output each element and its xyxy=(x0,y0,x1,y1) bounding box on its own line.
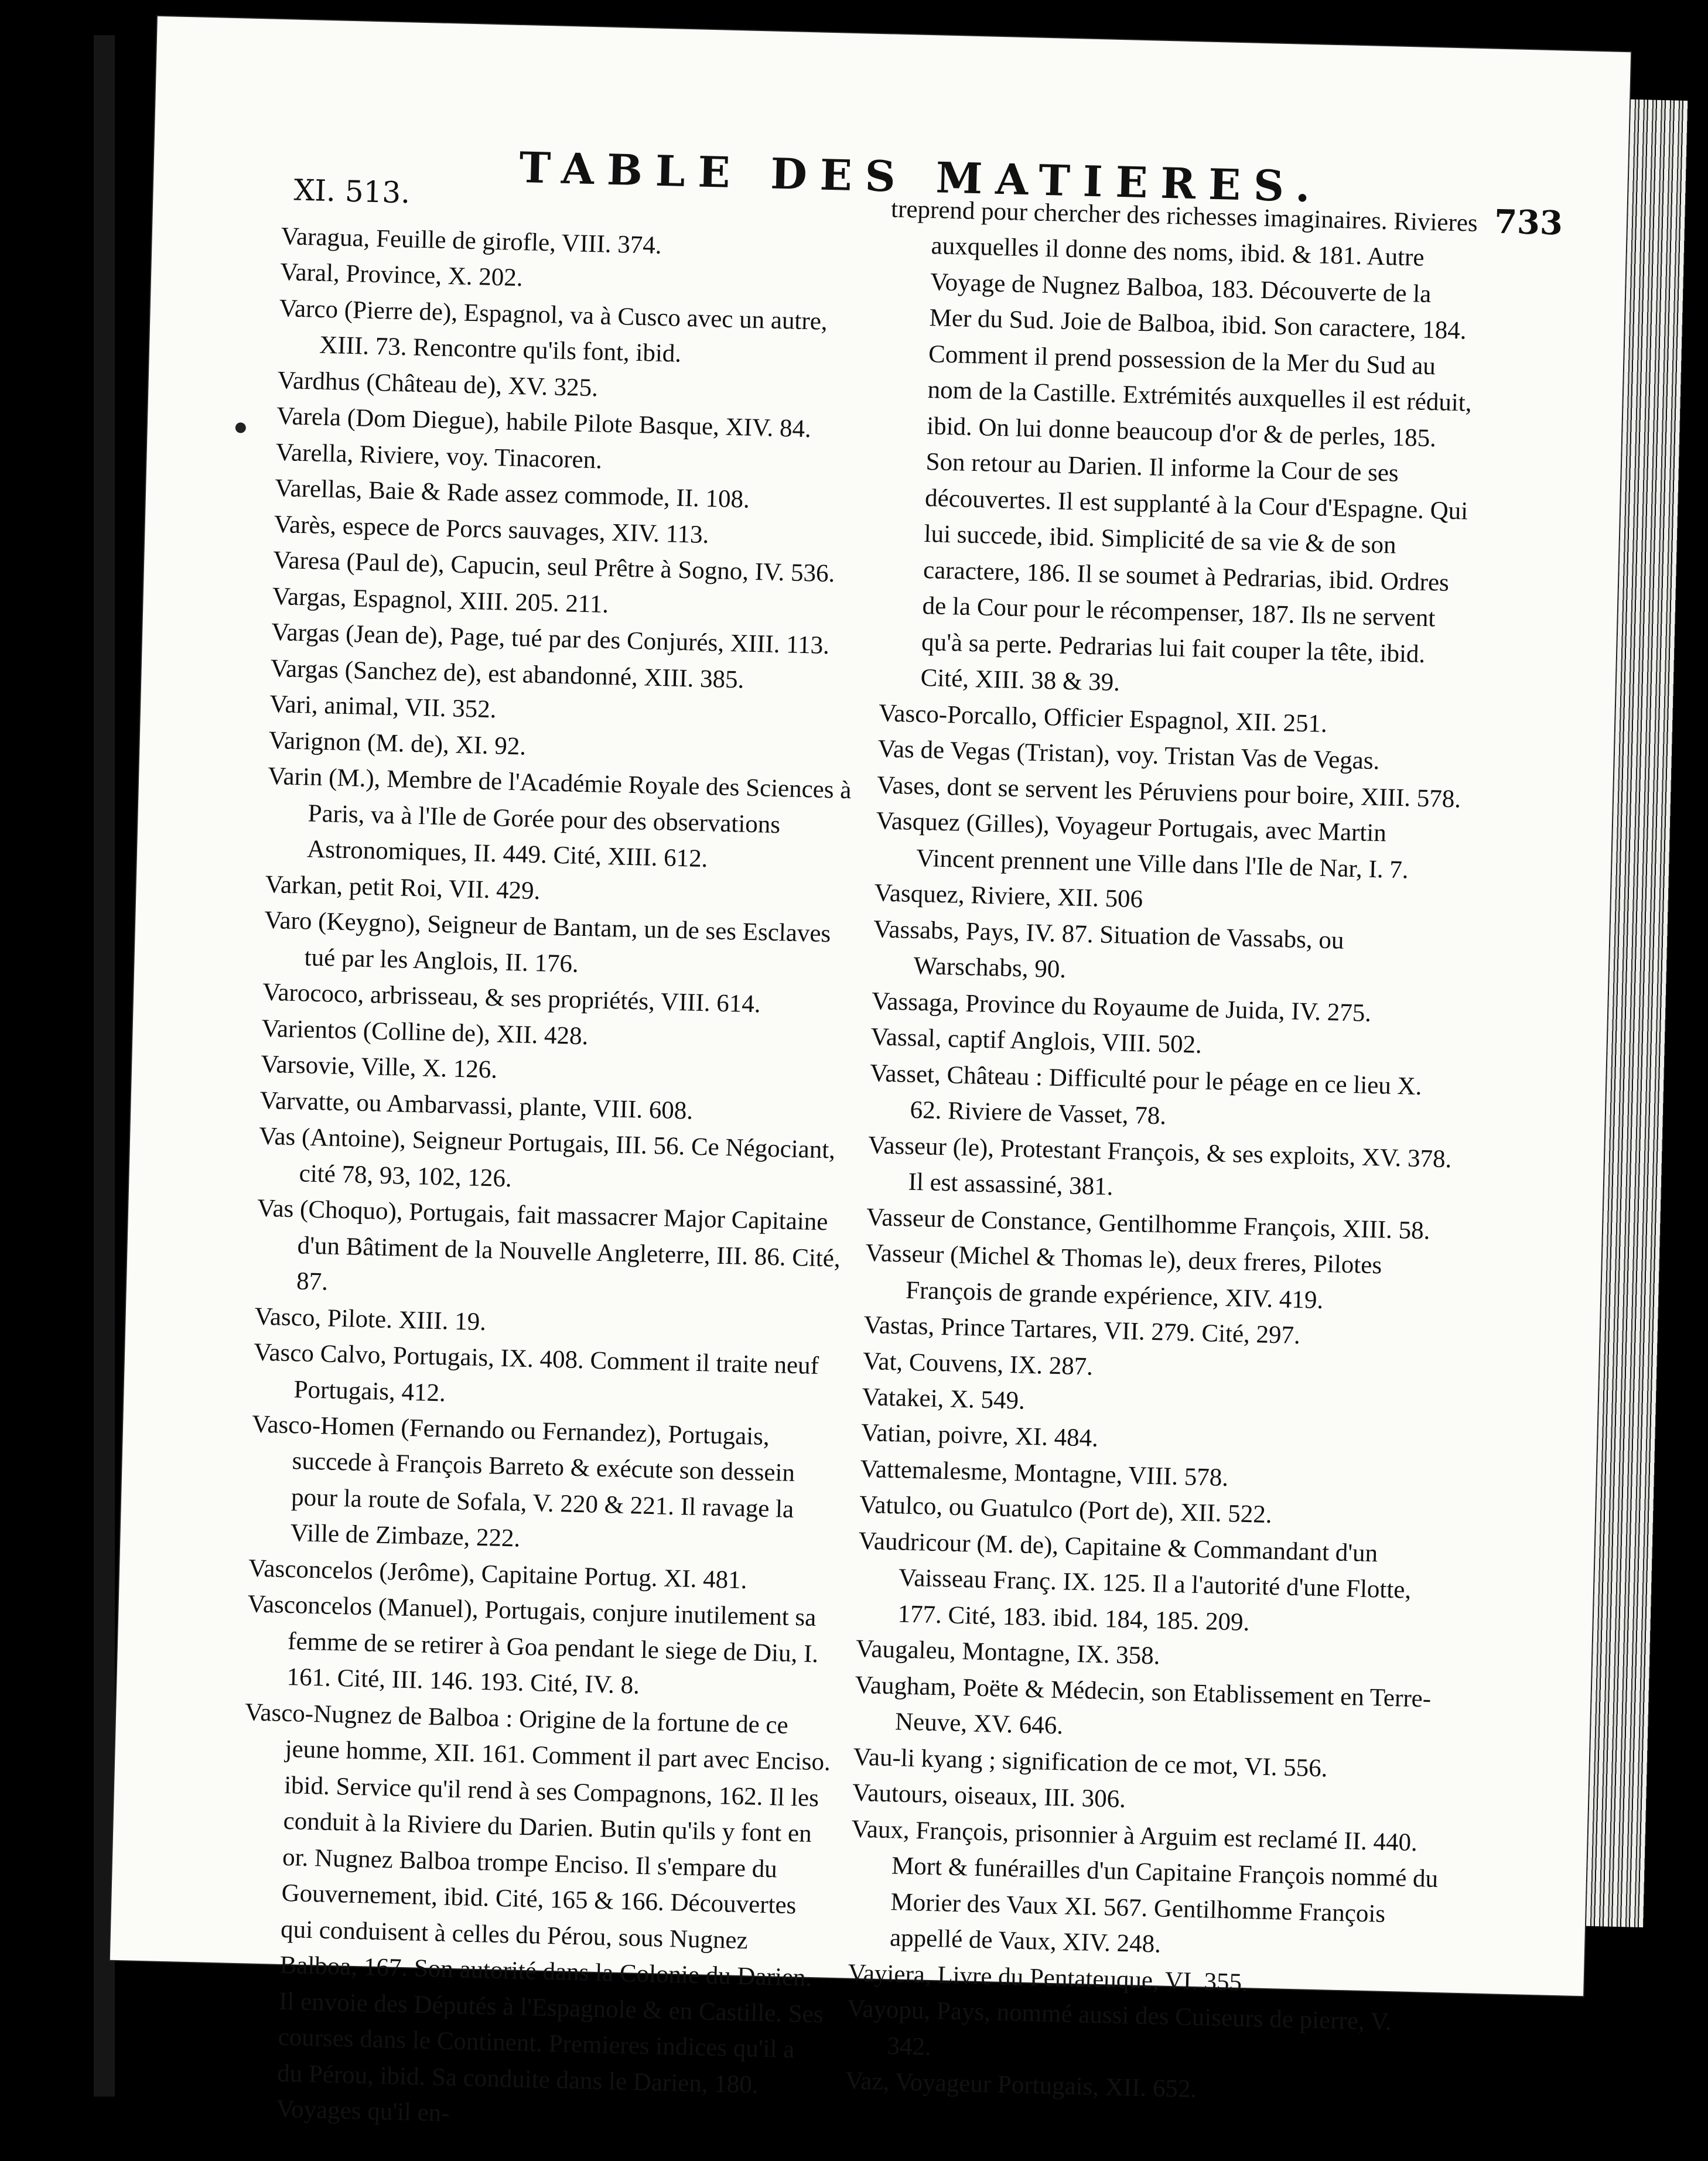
running-head-left: XI. 513. xyxy=(293,173,411,210)
left-column xyxy=(235,218,870,2141)
index-entry: Vat, Couvens, IX. 287. xyxy=(862,1347,1094,1380)
index-entry: Varsovie, Ville, X. 126. xyxy=(260,1050,498,1084)
index-entry: Vari, animal, VII. 352. xyxy=(269,690,497,724)
index-entry: Vasquez (Gilles), Voyageur Portugais, avec Martin Vincent prennent une Ville dans l'Ile de Nar, I. 7. xyxy=(876,807,1409,884)
index-entry: Vargas (Jean de), Page, tué par des Conjurés, XIII. 113. xyxy=(271,618,830,660)
index-entry: Vattemalesme, Montagne, VIII. 578. xyxy=(860,1455,1229,1492)
index-entry: Vas de Vegas (Tristan), voy. Tristan Vas de Vegas. xyxy=(877,735,1380,775)
index-entry: Vasseur de Constance, Gentilhomme François, XIII. 58. xyxy=(866,1203,1431,1245)
index-entry: Vatulco, ou Guatulco (Port de), XII. 522. xyxy=(859,1491,1273,1529)
index-entry: Varignon (M. de), XI. 92. xyxy=(268,726,527,761)
index-entry: Varela (Dom Diegue), habile Pilote Basque, XIV. 84. xyxy=(276,402,812,443)
index-entry: Varococo, arbrisseau, & ses propriétés, VIII. 614. xyxy=(262,978,761,1018)
page-number: 733 xyxy=(1494,202,1563,243)
index-entry: Varella, Riviere, voy. Tinacoren. xyxy=(275,438,603,474)
index-entry: Vasseur (Michel & Thomas le), deux freres, Pilotes François de grande expérience, XIV. 419. xyxy=(865,1239,1382,1314)
index-entry: Vastas, Prince Tartares, VII. 279. Cité, 297. xyxy=(863,1311,1301,1350)
index-entry: Vau-li kyang ; signification de ce mot, VI. 556. xyxy=(853,1743,1328,1783)
index-entry: Vasco Calvo, Portugais, IX. 408. Comment il traite neuf Portugais, 412. xyxy=(253,1338,819,1407)
index-entry: treprend pour chercher des richesses imaginaires. Rivieres auxquelles il donne des noms, ibid. & 181. Autre Voyage de Nugnez Balboa, 183. Découverte de la Mer du Sud. Joie de Balboa, ibid. Son caractere, 184. Comment il prend possession de la Mer du Sud au nom de la Castille. Extrémités auxquelles il est réduit, ibid. On lui donne beaucoup d'or & de perles, 185. Son retour au Darien. Il informe la Cour de ses découvertes. Il est supplanté à la Cour d'Espagne. Qui lui succede, ibid. Simplicité de sa vie & de son caractere, 186. Il se soumet à Pedrarias, ibid. Ordres de la Cour pour le récompenser, 187. Ils ne servent qu'à sa perte. Pedrarias lui fait couper la tête, ibid. Cité, XIII. 38 & 39. xyxy=(890,195,1478,697)
index-entry: Vasco, Pilote. XIII. 19. xyxy=(254,1302,487,1336)
index-entry: Varès, espece de Porcs sauvages, XIV. 113. xyxy=(274,510,709,549)
index-entry: Vassabs, Pays, IV. 87. Situation de Vassabs, ou Warschabs, 90. xyxy=(873,915,1345,984)
index-entry: Vayiera, Livre du Pentateuque, VI. 355. xyxy=(848,1959,1249,1996)
index-entry: Varellas, Baie & Rade assez commode, II. 108. xyxy=(274,474,750,514)
index-entry: Vasco-Homen (Fernando ou Fernandez), Portugais, succede à François Barreto & exécute son dessein pour la route de Sofala, V. 220 & 221. Il ravage la Ville de Zimbaze, 222. xyxy=(251,1410,795,1553)
index-entry: Vaugham, Poëte & Médecin, son Etablissement en Terre-Neuve, XV. 646. xyxy=(855,1671,1432,1740)
index-entry: Varin (M.), Membre de l'Académie Royale des Sciences à Paris, va à l'Ile de Gorée pour des observations Astronomiques, II. 449. Cité, XIII. 612. xyxy=(267,762,852,873)
index-entry: Varientos (Colline de), XII. 428. xyxy=(261,1014,589,1050)
index-entry: Vargas, Espagnol, XIII. 205. 211. xyxy=(272,582,609,618)
index-entry: Varco (Pierre de), Espagnol, va à Cusco avec un autre, XIII. 73. Rencontre qu'ils font, ibid. xyxy=(279,294,828,368)
index-entry: Vasquez, Riviere, XII. 506 xyxy=(874,879,1143,914)
index-entry: Vasconcelos (Jerôme), Capitaine Portug. XI. 481. xyxy=(248,1554,747,1595)
index-entry: Vasconcelos (Manuel), Portugais, conjure inutilement sa femme de se retirer à Goa pendant le siege de Diu, I. 161. Cité, III. 146. 193. Cité, IV. 8. xyxy=(247,1590,819,1700)
index-entry: Vatakei, X. 549. xyxy=(862,1383,1026,1415)
index-entry: Varesa (Paul de), Capucin, seul Prêtre à Sogno, IV. 536. xyxy=(272,546,835,588)
index-entry: Varvatte, ou Ambarvassi, plante, VIII. 608. xyxy=(259,1086,694,1125)
index-entry: Vayopu, Pays, nommé aussi des Cuiseurs de pierre, V. 342. xyxy=(846,1995,1392,2061)
index-entry: Vas (Choquo), Portugais, fait massacrer Major Capitaine d'un Bâtiment de la Nouvelle Angleterre, III. 86. Cité, 87. xyxy=(257,1194,841,1296)
index-entry: Vaux, François, prisonnier à Arguim est reclamé II. 440. Mort & funérailles d'un Capitaine François nommé du Morier des Vaux XI. 567. Gentilhomme François appellé de Vaux, XIV. 248. xyxy=(851,1815,1439,1958)
index-entry: Vasco-Porcallo, Officier Espagnol, XII. 251. xyxy=(878,699,1328,738)
index-entry: Vatian, poivre, XI. 484. xyxy=(860,1419,1099,1453)
index-entry: Vaz, Voyageur Portugais, XII. 652. xyxy=(845,2067,1197,2104)
page-title: TABLE DES MATIERES. xyxy=(518,142,1324,212)
ink-spot xyxy=(235,422,246,433)
index-entry: Vardhus (Château de), XV. 325. xyxy=(277,366,599,402)
index-entry: Varo (Keygno), Seigneur de Bantam, un de ses Esclaves tué par les Anglois, II. 176. xyxy=(264,906,831,978)
index-entry: Vas (Antoine), Seigneur Portugais, III. 56. Ce Négociant, cité 78, 93, 102, 126. xyxy=(258,1122,836,1192)
index-entry: Vassaga, Province du Royaume de Juida, IV. 275. xyxy=(871,987,1372,1027)
index-entry: Varagua, Feuille de girofle, VIII. 374. xyxy=(281,223,662,259)
index-entry: Vassal, captif Anglois, VIII. 502. xyxy=(870,1023,1203,1059)
index-entry: Vaugaleu, Montagne, IX. 358. xyxy=(855,1635,1161,1670)
index-entry: Vases, dont se servent les Péruviens pour boire, XIII. 578. xyxy=(876,771,1461,813)
right-column xyxy=(845,191,1480,2113)
index-entry: Vautours, oiseaux, III. 306. xyxy=(852,1779,1126,1814)
index-entry: Vargas (Sanchez de), est abandonné, XIII. 385. xyxy=(270,654,744,694)
index-entry: Vaudricour (M. de), Capitaine & Commandant d'un Vaisseau Franç. IX. 125. Il a l'autorité d'une Flotte, 177. Cité, 183. ibid. 184, 185. 209. xyxy=(858,1527,1412,1637)
book-page xyxy=(110,16,1631,2128)
index-entry: Varal, Province, X. 202. xyxy=(279,258,524,292)
index-entry: Vasset, Château : Difficulté pour le péage en ce lieu X. 62. Riviere de Vasset, 78. xyxy=(869,1059,1422,1130)
index-entry: Vasseur (le), Protestant François, & ses exploits, XV. 378. Il est assassiné, 381. xyxy=(867,1131,1452,1201)
book-spine-shadow xyxy=(94,35,115,2097)
index-entry: Vasco-Nugnez de Balboa : Origine de la fortune de ce jeune homme, XII. 161. Comment il part avec Enciso. ibid. Service qu'il rend à ses Compagnons, 162. Il les conduit à la Riviere du Darien. Butin qu'ils y font en or. Nugnez Balboa trompe Enciso. Il s'empare du Gouvernement, ibid. Cité, 165 & 166. Découvertes qui conduisent à celles du Pérou, sous Nugnez Balboa, 167. Son autorité dans la Colonie du Darien. Il envoie des Députés à l'Espagnole & en Castille. Ses courses dans le Continent. Premieres indices qu'il a du Pérou, ibid. Sa conduite dans le Darien, 180. Voyages qu'il en- xyxy=(244,1698,831,2128)
index-entry: Varkan, petit Roi, VII. 429. xyxy=(265,870,541,905)
